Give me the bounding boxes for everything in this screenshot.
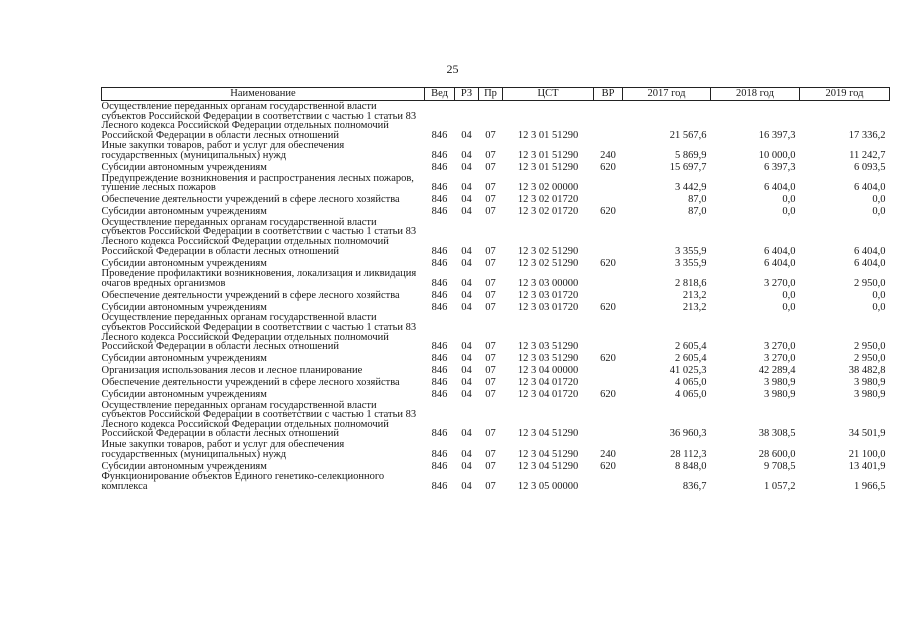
- row-2019: 11 242,7: [849, 149, 886, 161]
- header-pr: Пр: [479, 88, 503, 101]
- table-header: [102, 88, 890, 101]
- row-name: Осуществление переданных органам государственной власти субъектов Российской Федерации в соответствии с частью 1 статьи 83 Лесного кодекса Российской Федерации отдельных полномочий Российской Федерации в области лесных отношений: [101, 399, 417, 440]
- row-cst: 12 3 04 51290: [517, 448, 579, 460]
- row-name: Субсидии автономным учреждениям: [101, 257, 267, 269]
- row-vr: 620: [600, 460, 616, 472]
- row-rz: 04: [461, 365, 472, 377]
- row-2018: 0,0: [782, 194, 796, 206]
- row-cst: 12 3 02 51290: [517, 245, 579, 257]
- row-name: Субсидии автономным учреждениям: [101, 389, 267, 401]
- row-pr: 07: [485, 149, 496, 161]
- table-row: [102, 256, 890, 268]
- row-rz: 04: [461, 161, 472, 173]
- row-cst: 12 3 03 01720: [517, 289, 579, 301]
- row-pr: 07: [485, 182, 496, 194]
- row-cst: 12 3 01 51290: [517, 161, 579, 173]
- row-2017: 21 567,6: [669, 129, 707, 141]
- row-pr: 07: [485, 289, 496, 301]
- row-rz: 04: [461, 377, 472, 389]
- row-2019: 3 980,9: [854, 377, 886, 389]
- row-name: Обеспечение деятельности учреждений в сфере лесного хозяйства: [101, 289, 400, 301]
- row-cst: 12 3 01 51290: [517, 149, 579, 161]
- row-name: Обеспечение деятельности учреждений в сфере лесного хозяйства: [101, 377, 400, 389]
- row-ved: 846: [431, 480, 448, 492]
- row-pr: 07: [485, 206, 496, 218]
- row-2018: 3 270,0: [764, 341, 796, 353]
- row-cst: 12 3 01 51290: [517, 129, 579, 141]
- row-rz: 04: [461, 149, 472, 161]
- row-pr: 07: [485, 277, 496, 289]
- row-cst: 12 3 03 00000: [517, 277, 579, 289]
- row-2017: 87,0: [688, 206, 707, 218]
- table-row: [102, 376, 890, 388]
- row-name: Иные закупки товаров, работ и услуг для обеспечения государственных (муниципальных) нужд: [101, 439, 345, 460]
- row-cst: 12 3 03 51290: [517, 341, 579, 353]
- row-2017: 4 065,0: [675, 389, 707, 401]
- row-vr: 620: [600, 301, 616, 313]
- row-vr: [594, 101, 623, 141]
- row-2018: 9 708,5: [764, 460, 796, 472]
- header-ved: Вед: [425, 88, 455, 101]
- row-vr: 620: [600, 257, 616, 269]
- row-pr: 07: [485, 377, 496, 389]
- row-cst: 12 3 03 51290: [517, 353, 579, 365]
- row-cst: 12 3 05 00000: [517, 480, 579, 492]
- row-rz: 04: [461, 341, 472, 353]
- row-ved: 846: [431, 341, 448, 353]
- row-name: Субсидии автономным учреждениям: [101, 161, 267, 173]
- row-2017: 2 818,6: [675, 277, 707, 289]
- row-name: Организация использования лесов и лесное планирование: [101, 365, 363, 377]
- row-cst: 12 3 03 01720: [517, 301, 579, 313]
- row-ved: 846: [431, 206, 448, 218]
- row-2017: 3 355,9: [675, 245, 707, 257]
- header-name: Наименование: [102, 88, 425, 101]
- row-2019: 6 404,0: [854, 245, 886, 257]
- row-vr: 240: [600, 149, 616, 161]
- row-cst: 12 3 02 00000: [517, 182, 579, 194]
- row-name: Осуществление переданных органам государственной власти субъектов Российской Федерации в соответствии с частью 1 статьи 83 Лесного кодекса Российской Федерации отдельных полномочий Российской Федерации в области лесных отношений: [101, 216, 417, 257]
- row-2019: 34 501,9: [848, 428, 886, 440]
- row-ved: 846: [431, 245, 448, 257]
- row-2019: 2 950,0: [854, 353, 886, 365]
- row-ved: 846: [431, 389, 448, 401]
- row-2017: 836,7: [682, 480, 707, 492]
- header-rz: РЗ: [455, 88, 479, 101]
- row-2018: 38 308,5: [758, 428, 796, 440]
- row-2017: 15 697,7: [669, 161, 707, 173]
- row-name: Проведение профилактики возникновения, локализация и ликвидация очагов вредных организмов: [101, 268, 417, 289]
- row-name: Функционирование объектов Единого генетико-селекционного комплекса: [101, 471, 385, 492]
- row-ved: 846: [431, 353, 448, 365]
- table-row: [102, 300, 890, 312]
- row-rz: 04: [461, 194, 472, 206]
- row-2017: 36 960,3: [669, 428, 707, 440]
- row-2019: 13 401,9: [848, 460, 886, 472]
- row-2018: 42 289,4: [758, 365, 796, 377]
- row-name: Субсидии автономным учреждениям: [101, 460, 267, 472]
- row-2018: 3 270,0: [764, 353, 796, 365]
- row-2018: 1 057,2: [764, 480, 796, 492]
- row-2017: 2 605,4: [675, 341, 707, 353]
- row-pr: 07: [485, 448, 496, 460]
- row-vr: [594, 288, 623, 300]
- row-2019: 17 336,2: [848, 129, 886, 141]
- row-ved: 846: [431, 460, 448, 472]
- row-rz: 04: [461, 206, 472, 218]
- row-name: Иные закупки товаров, работ и услуг для обеспечения государственных (муниципальных) нужд: [101, 140, 345, 161]
- row-ved: 846: [431, 428, 448, 440]
- row-2017: 4 065,0: [675, 377, 707, 389]
- row-cst: 12 3 02 51290: [517, 257, 579, 269]
- row-ved: 846: [431, 149, 448, 161]
- row-ved: 846: [431, 277, 448, 289]
- budget-table: [101, 87, 890, 491]
- row-2019: 1 966,5: [854, 480, 886, 492]
- row-vr: [594, 193, 623, 205]
- row-name: Обеспечение деятельности учреждений в сфере лесного хозяйства: [101, 194, 400, 206]
- row-2019: 6 404,0: [854, 257, 886, 269]
- row-rz: 04: [461, 245, 472, 257]
- row-ved: 846: [431, 161, 448, 173]
- row-ved: 846: [431, 448, 448, 460]
- row-rz: 04: [461, 480, 472, 492]
- row-2019: 0,0: [872, 301, 886, 313]
- row-2018: 6 397,3: [764, 161, 796, 173]
- row-ved: 846: [431, 289, 448, 301]
- row-rz: 04: [461, 389, 472, 401]
- table-row: [102, 161, 890, 173]
- row-2017: 87,0: [688, 194, 707, 206]
- row-vr: [594, 400, 623, 439]
- table-row: [102, 205, 890, 217]
- header-vr: ВР: [594, 88, 623, 101]
- row-2019: 0,0: [872, 206, 886, 218]
- row-2018: 16 397,3: [758, 129, 796, 141]
- row-rz: 04: [461, 257, 472, 269]
- row-2017: 8 848,0: [675, 460, 707, 472]
- table-row: [102, 388, 890, 400]
- row-name: Субсидии автономным учреждениям: [101, 353, 267, 365]
- row-cst: 12 3 04 51290: [517, 460, 579, 472]
- row-pr: 07: [485, 245, 496, 257]
- row-pr: 07: [485, 341, 496, 353]
- row-pr: 07: [485, 460, 496, 472]
- row-name: Предупреждение возникновения и распространения лесных пожаров, тушение лесных пожаров: [101, 172, 414, 194]
- row-2019: 2 950,0: [854, 277, 886, 289]
- row-rz: 04: [461, 448, 472, 460]
- row-rz: 04: [461, 428, 472, 440]
- row-cst: 12 3 04 00000: [517, 365, 579, 377]
- row-pr: 07: [485, 257, 496, 269]
- row-rz: 04: [461, 353, 472, 365]
- table-row: [102, 173, 890, 193]
- table-row: [102, 439, 890, 459]
- row-2018: 3 980,9: [764, 389, 796, 401]
- row-vr: 620: [600, 353, 616, 365]
- row-vr: 620: [600, 161, 616, 173]
- row-2018: 28 600,0: [758, 448, 796, 460]
- table-row: [102, 459, 890, 471]
- row-2017: 213,2: [682, 301, 707, 313]
- row-name: Осуществление переданных органам государственной власти субъектов Российской Федерации в соответствии с частью 1 статьи 83 Лесного кодекса Российской Федерации отдельных полномочий Российской Федерации в области лесных отношений: [101, 312, 417, 353]
- row-name: Осуществление переданных органам государственной власти субъектов Российской Федерации в соответствии с частью 1 статьи 83 Лесного кодекса Российской Федерации отдельных полномочий Российской Федерации в области лесных отношений: [101, 101, 417, 141]
- table-row: [102, 217, 890, 256]
- table-row: [102, 193, 890, 205]
- row-rz: 04: [461, 289, 472, 301]
- row-2018: 3 980,9: [764, 377, 796, 389]
- row-cst: 12 3 02 01720: [517, 194, 579, 206]
- row-pr: 07: [485, 301, 496, 313]
- row-2019: 0,0: [872, 289, 886, 301]
- header-2018: 2018 год: [711, 88, 800, 101]
- row-2019: 6 404,0: [854, 182, 886, 194]
- row-2017: 3 442,9: [675, 182, 707, 194]
- row-2018: 0,0: [782, 301, 796, 313]
- row-2017: 213,2: [682, 289, 707, 301]
- row-pr: 07: [485, 365, 496, 377]
- row-2018: 0,0: [782, 206, 796, 218]
- row-vr: [594, 471, 623, 491]
- row-ved: 846: [431, 194, 448, 206]
- row-name: Субсидии автономным учреждениям: [101, 206, 267, 218]
- row-2017: 3 355,9: [675, 257, 707, 269]
- row-pr: 07: [485, 353, 496, 365]
- row-ved: 846: [431, 257, 448, 269]
- row-pr: 07: [485, 389, 496, 401]
- row-2018: 6 404,0: [764, 257, 796, 269]
- row-2019: 3 980,9: [854, 389, 886, 401]
- row-pr: 07: [485, 161, 496, 173]
- row-2017: 2 605,4: [675, 353, 707, 365]
- row-2019: 6 093,5: [854, 161, 886, 173]
- row-vr: [594, 217, 623, 256]
- table-row: [102, 352, 890, 364]
- row-cst: 12 3 02 01720: [517, 206, 579, 218]
- table-body: [102, 101, 890, 492]
- row-ved: 846: [431, 182, 448, 194]
- row-2017: 28 112,3: [670, 448, 707, 460]
- table-row: [102, 312, 890, 351]
- header-2019: 2019 год: [800, 88, 890, 101]
- row-vr: 240: [600, 448, 616, 460]
- row-rz: 04: [461, 460, 472, 472]
- row-2018: 6 404,0: [764, 182, 796, 194]
- row-vr: [594, 364, 623, 376]
- header-cst: ЦСТ: [503, 88, 594, 101]
- row-pr: 07: [485, 428, 496, 440]
- row-ved: 846: [431, 365, 448, 377]
- table-row: [102, 400, 890, 439]
- row-vr: [594, 268, 623, 288]
- row-cst: 12 3 04 01720: [517, 377, 579, 389]
- row-vr: [594, 376, 623, 388]
- row-2018: 0,0: [782, 289, 796, 301]
- row-pr: 07: [485, 129, 496, 141]
- row-2019: 0,0: [872, 194, 886, 206]
- row-vr: [594, 173, 623, 193]
- row-ved: 846: [431, 301, 448, 313]
- row-2018: 6 404,0: [764, 245, 796, 257]
- row-2017: 41 025,3: [669, 365, 707, 377]
- row-cst: 12 3 04 51290: [517, 428, 579, 440]
- row-2019: 2 950,0: [854, 341, 886, 353]
- row-pr: 07: [485, 194, 496, 206]
- table-row: [102, 288, 890, 300]
- row-vr: 620: [600, 206, 616, 218]
- row-vr: [594, 312, 623, 351]
- table-row: [102, 471, 890, 491]
- row-cst: 12 3 04 01720: [517, 389, 579, 401]
- row-vr: 620: [600, 389, 616, 401]
- row-2017: 5 869,9: [675, 149, 707, 161]
- row-2018: 10 000,0: [758, 149, 796, 161]
- page-number: 25: [446, 62, 459, 76]
- row-2019: 21 100,0: [848, 448, 886, 460]
- row-ved: 846: [431, 377, 448, 389]
- table-row: [102, 364, 890, 376]
- table-row: [102, 268, 890, 288]
- row-rz: 04: [461, 129, 472, 141]
- row-ved: 846: [431, 129, 448, 141]
- row-rz: 04: [461, 182, 472, 194]
- row-name: Субсидии автономным учреждениям: [101, 301, 267, 313]
- table-row: [102, 101, 890, 141]
- row-2019: 38 482,8: [848, 365, 886, 377]
- row-rz: 04: [461, 301, 472, 313]
- row-rz: 04: [461, 277, 472, 289]
- row-2018: 3 270,0: [764, 277, 796, 289]
- table-row: [102, 140, 890, 160]
- row-pr: 07: [485, 480, 496, 492]
- header-2017: 2017 год: [623, 88, 711, 101]
